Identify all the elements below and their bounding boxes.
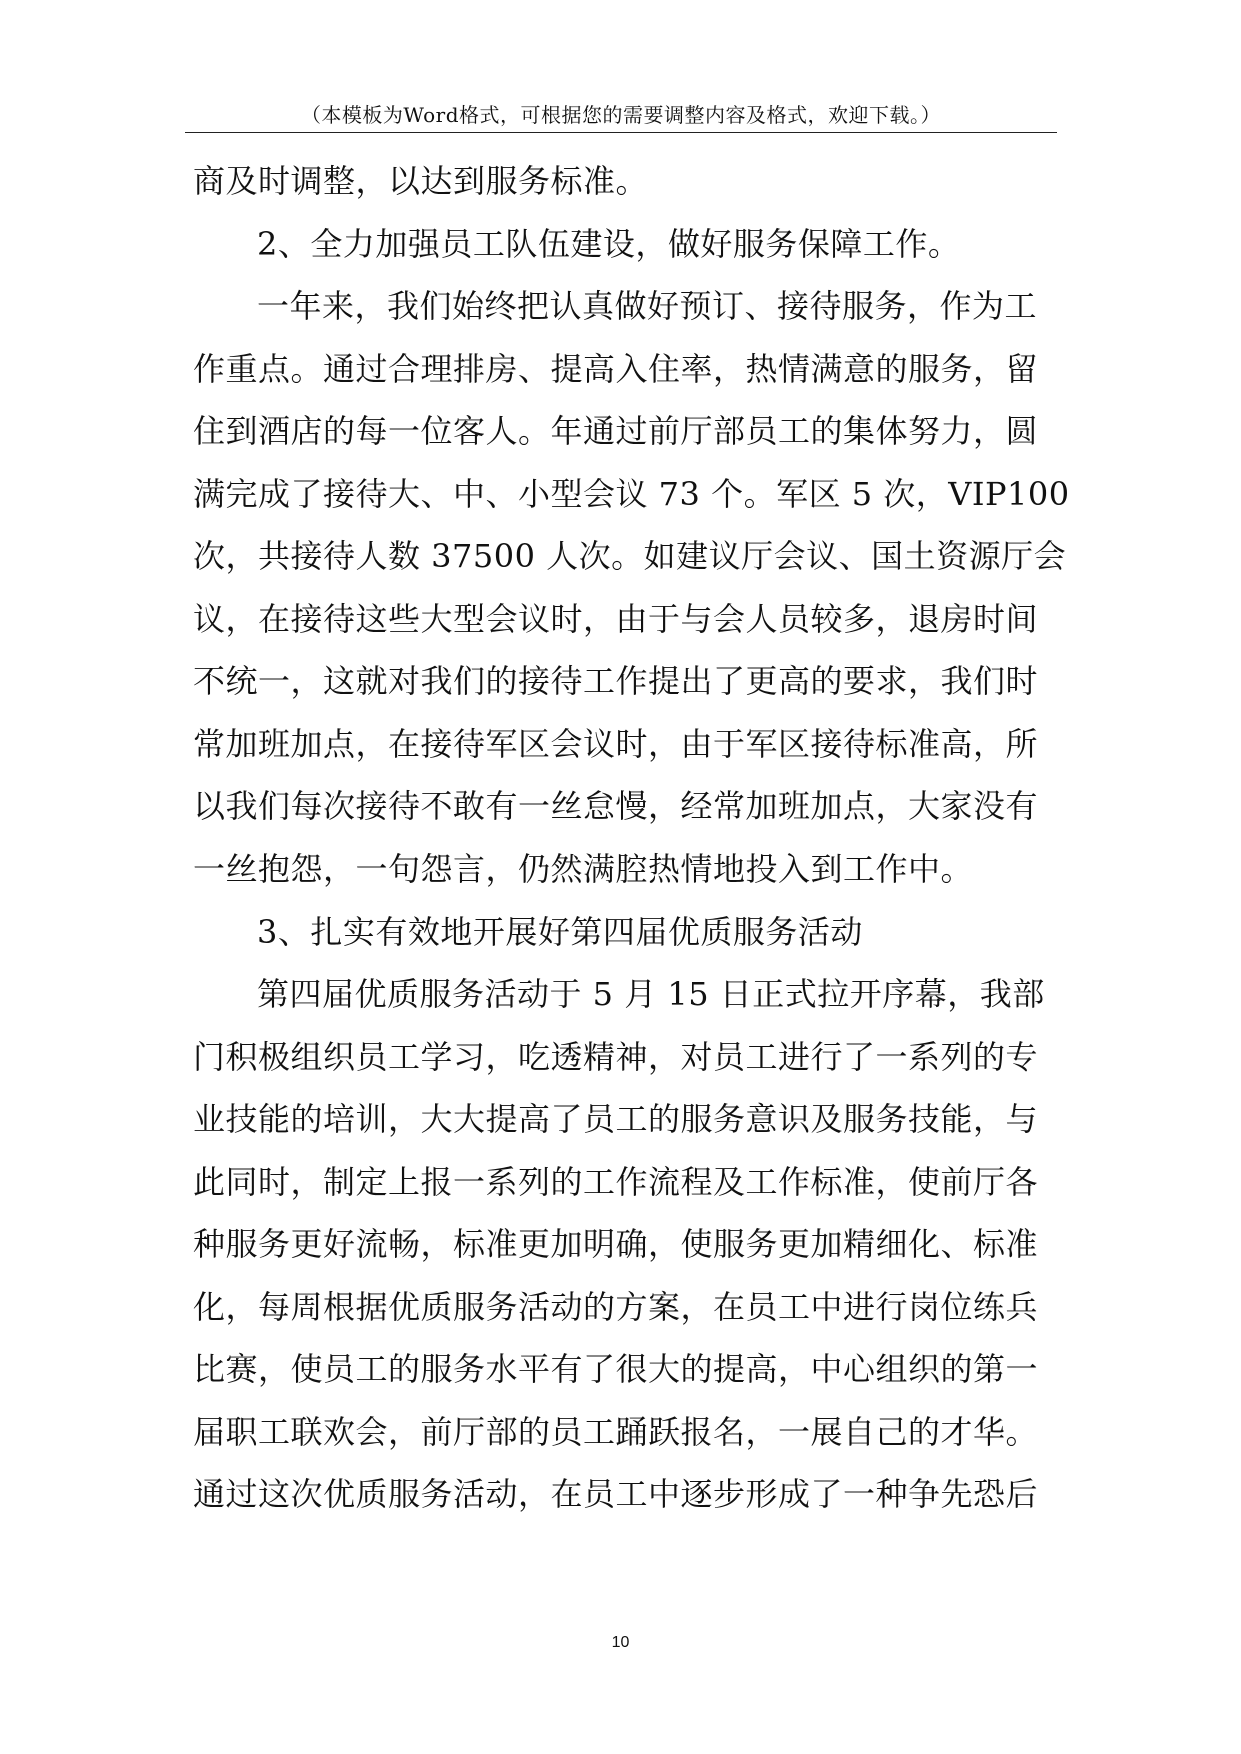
text-line: 此同时，制定上报一系列的工作流程及工作标准，使前厅各 [193,1162,1039,1201]
text-line: 门积极组织员工学习，吃透精神，对员工进行了一系列的专 [193,1037,1039,1076]
text-line: 住到酒店的每一位客人。年通过前厅部员工的集体努力，圆 [193,412,1039,451]
text-line: 不统一，这就对我们的接待工作提出了更高的要求，我们时 [193,662,1039,701]
text-line: 商及时调整，以达到服务标准。 [193,162,649,200]
text-line: 作重点。通过合理排房、提高入住率，热情满意的服务，留 [193,349,1039,388]
text-line: 次，共接待人数 37500 人次。如建议厅会议、国土资源厅会 [193,537,1067,576]
document-body [193,150,1070,1526]
text-line: 种服务更好流畅，标准更加明确，使服务更加精细化、标准 [193,1225,1039,1264]
text-line: 议，在接待这些大型会议时，由于与会人员较多，退房时间 [193,599,1039,638]
header-note: （本模板为Word格式，可根据您的需要调整内容及格式，欢迎下载。） [300,103,942,127]
text-line: 第四届优质服务活动于 5 月 15 日正式拉开序幕，我部 [257,975,1045,1014]
text-line: 2、全力加强员工队伍建设，做好服务保障工作。 [257,224,961,263]
text-line: 3、扎实有效地开展好第四届优质服务活动 [257,912,863,951]
text-line: 满完成了接待大、中、小型会议 73 个。军区 5 次，VIP100 [193,474,1070,513]
page-number: 10 [611,1634,630,1651]
text-line: 一年来，我们始终把认真做好预订、接待服务，作为工 [257,287,1038,326]
text-line: 届职工联欢会，前厅部的员工踊跃报名，一展自己的才华。 [193,1412,1039,1451]
text-line: 化，每周根据优质服务活动的方案，在员工中进行岗位练兵 [193,1287,1039,1326]
text-line: 比赛，使员工的服务水平有了很大的提高，中心组织的第一 [193,1350,1039,1389]
page-header [185,100,1057,133]
text-line: 一丝抱怨，一句怨言，仍然满腔热情地投入到工作中。 [193,850,974,889]
text-line: 常加班加点，在接待军区会议时，由于军区接待标准高，所 [193,724,1039,763]
text-line: 通过这次优质服务活动，在员工中逐步形成了一种争先恐后 [193,1475,1039,1514]
text-line: 以我们每次接待不敢有一丝怠慢，经常加班加点，大家没有 [193,787,1039,826]
text-line: 业技能的培训，大大提高了员工的服务意识及服务技能，与 [193,1100,1039,1139]
